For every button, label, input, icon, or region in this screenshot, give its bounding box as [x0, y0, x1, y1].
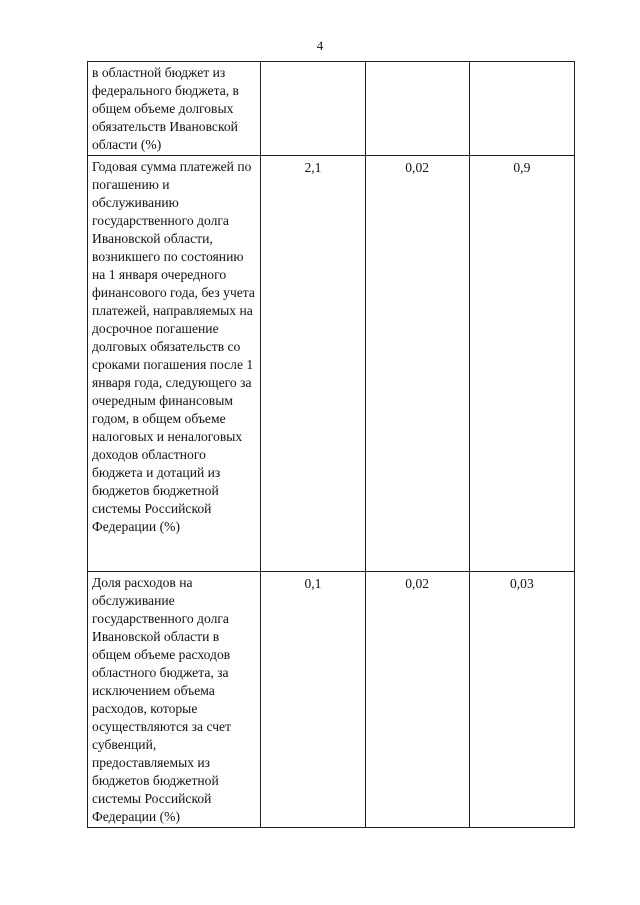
indicator-value-col-1: 0,1 — [261, 572, 365, 828]
indicator-label: Доля расходов на обслуживание государственного долга Ивановской области в общем объеме расходов областного бюджета, за исключением объема расходов, которые осуществляются за счет субвенций, предоставляемых из бюджетов бюджетной системы Российской Федерации (%) — [88, 572, 261, 828]
indicator-value-col-3 — [469, 62, 574, 156]
indicator-value-col-2: 0,02 — [365, 156, 469, 572]
indicator-label: Годовая сумма платежей по погашению и обслуживанию государственного долга Ивановской области, возникшего по состоянию на 1 января очередного финансового года, без учета платежей, направляемых на досрочное погашение долговых обязательств со сроками погашения после 1 января года, следующего за очередным финансовым годом, в общем объеме налоговых и неналоговых доходов областного бюджета и дотаций из бюджетов бюджетной системы Российской Федерации (%) — [88, 156, 261, 572]
indicator-value-col-3: 0,9 — [469, 156, 574, 572]
table-row — [88, 572, 575, 828]
table-row — [88, 62, 575, 156]
indicator-value-col-1 — [261, 62, 365, 156]
indicator-value-col-2 — [365, 62, 469, 156]
debt-indicators-table — [87, 61, 575, 828]
indicator-value-col-2: 0,02 — [365, 572, 469, 828]
indicator-value-col-3: 0,03 — [469, 572, 574, 828]
page-number: 4 — [316, 38, 324, 53]
table-row — [88, 156, 575, 572]
indicator-value-col-1: 2,1 — [261, 156, 365, 572]
indicator-label: в областной бюджет из федерального бюджета, в общем объеме долговых обязательств Ивановской области (%) — [88, 62, 261, 156]
